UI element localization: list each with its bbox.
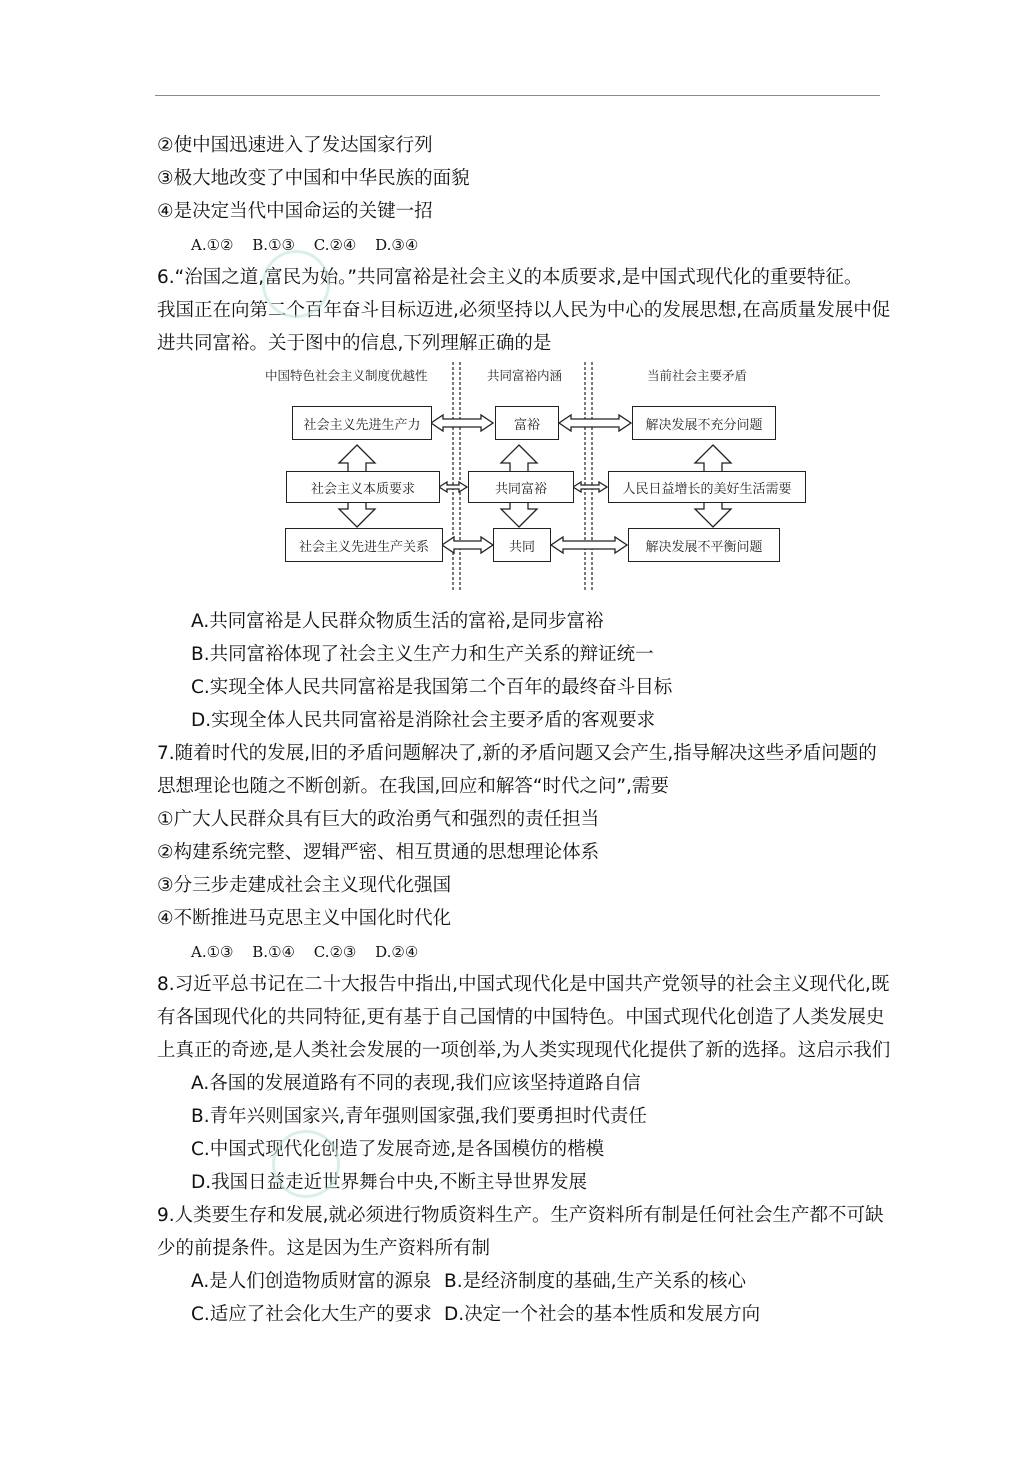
watermark-logo-bottom [272,1130,340,1198]
box-insufficient-development: 解决发展不充分问题 [632,406,776,440]
box-unbalanced-development: 解决发展不平衡问题 [628,528,780,562]
q8-stem-line-1: 8.习近平总书记在二十大报告中指出,中国式现代化是中国共产党领导的社会主义现代化,既 [157,974,890,995]
q9-option-a: A.是人们创造物质财富的源泉 [191,1271,432,1292]
q9-option-d: D.决定一个社会的基本性质和发展方向 [444,1304,761,1325]
q7-option-b: B.①④ [252,943,295,961]
box-essential-requirement: 社会主义本质要求 [286,471,440,503]
q6-option-b: B.共同富裕体现了社会主义生产力和生产关系的辩证统一 [191,644,654,665]
diagram-col2-title: 共同富裕内涵 [487,368,563,383]
box-people-needs: 人民日益增长的美好生活需要 [608,471,806,503]
q7-item-4: ④不断推进马克思主义中国化时代化 [157,908,452,929]
q6-stem-line-3: 进共同富裕。关于图中的信息,下列理解正确的是 [157,333,552,354]
q6-option-c: C.实现全体人民共同富裕是我国第二个百年的最终奋斗目标 [191,677,673,698]
q9-option-b: B.是经济制度的基础,生产关系的核心 [444,1271,746,1292]
box-prosperity: 富裕 [495,406,559,440]
q6-stem-line-1: 6.“治国之道,富民为始。”共同富裕是社会主义的本质要求,是中国式现代化的重要特征。 [157,267,863,288]
q7-option-a: A.①③ [191,943,234,961]
q8-option-c: C.中国式现代化创造了发展奇迹,是各国模仿的楷模 [191,1139,605,1160]
q9-options-row-1 [191,1270,746,1294]
q8-option-b: B.青年兴则国家兴,青年强则国家强,我们要勇担时代责任 [191,1106,647,1127]
q5-option-d: D.③④ [375,236,419,254]
header-rule [155,95,880,96]
q7-item-3: ③分三步走建成社会主义现代化强国 [157,875,452,896]
q5-item-4: ④是决定当代中国命运的关键一招 [157,201,433,222]
q9-options-row-2 [191,1303,760,1327]
q7-item-1: ①广大人民群众具有巨大的政治勇气和强烈的责任担当 [157,809,600,830]
common-prosperity-diagram [255,360,815,592]
q7-options [191,940,432,964]
box-common-prosperity: 共同富裕 [468,471,574,503]
q8-stem-line-3: 上真正的奇迹,是人类社会发展的一项创举,为人类实现现代化提供了新的选择。这启示我们 [157,1040,891,1061]
q5-item-3: ③极大地改变了中国和中华民族的面貌 [157,168,470,189]
box-advanced-relations: 社会主义先进生产关系 [285,528,443,562]
q7-option-c: C.②③ [313,943,357,961]
q8-stem-line-2: 有各国现代化的共同特征,更有基于自己国情的中国特色。中国式现代化创造了人类发展史 [157,1007,885,1028]
q9-option-c: C.适应了社会化大生产的要求 [191,1304,432,1325]
q5-option-c: C.②④ [313,236,357,254]
q7-item-2: ②构建系统完整、逻辑严密、相互贯通的思想理论体系 [157,842,600,863]
q8-option-a: A.各国的发展道路有不同的表现,我们应该坚持道路自信 [191,1073,641,1094]
q8-option-d: D.我国日益走近世界舞台中央,不断主导世界发展 [191,1172,588,1193]
q9-stem-line-2: 少的前提条件。这是因为生产资料所有制 [157,1238,491,1259]
box-common: 共同 [493,528,551,562]
q7-stem-line-2: 思想理论也随之不断创新。在我国,回应和解答“时代之问”,需要 [157,776,669,797]
q7-stem-line-1: 7.随着时代的发展,旧的矛盾问题解决了,新的矛盾问题又会产生,指导解决这些矛盾问题的 [157,743,877,764]
q5-option-a: A.①② [191,236,234,254]
q6-option-a: A.共同富裕是人民群众物质生活的富裕,是同步富裕 [191,611,604,632]
q7-option-d: D.②④ [375,943,419,961]
diagram-col3-title: 当前社会主要矛盾 [647,368,748,383]
q5-item-2: ②使中国迅速进入了发达国家行列 [157,135,433,156]
diagram-col1-title: 中国特色社会主义制度优越性 [265,368,428,383]
box-advanced-productivity: 社会主义先进生产力 [292,406,432,440]
q6-option-d: D.实现全体人民共同富裕是消除社会主要矛盾的客观要求 [191,710,656,731]
q6-stem-line-2: 我国正在向第二个百年奋斗目标迈进,必须坚持以人民为中心的发展思想,在高质量发展中促 [157,300,891,321]
q9-stem-line-1: 9.人类要生存和发展,就必须进行物质资料生产。生产资料所有制是任何社会生产都不可缺 [157,1205,884,1226]
watermark-logo-top [262,250,330,318]
q5-option-b: B.①③ [252,236,295,254]
